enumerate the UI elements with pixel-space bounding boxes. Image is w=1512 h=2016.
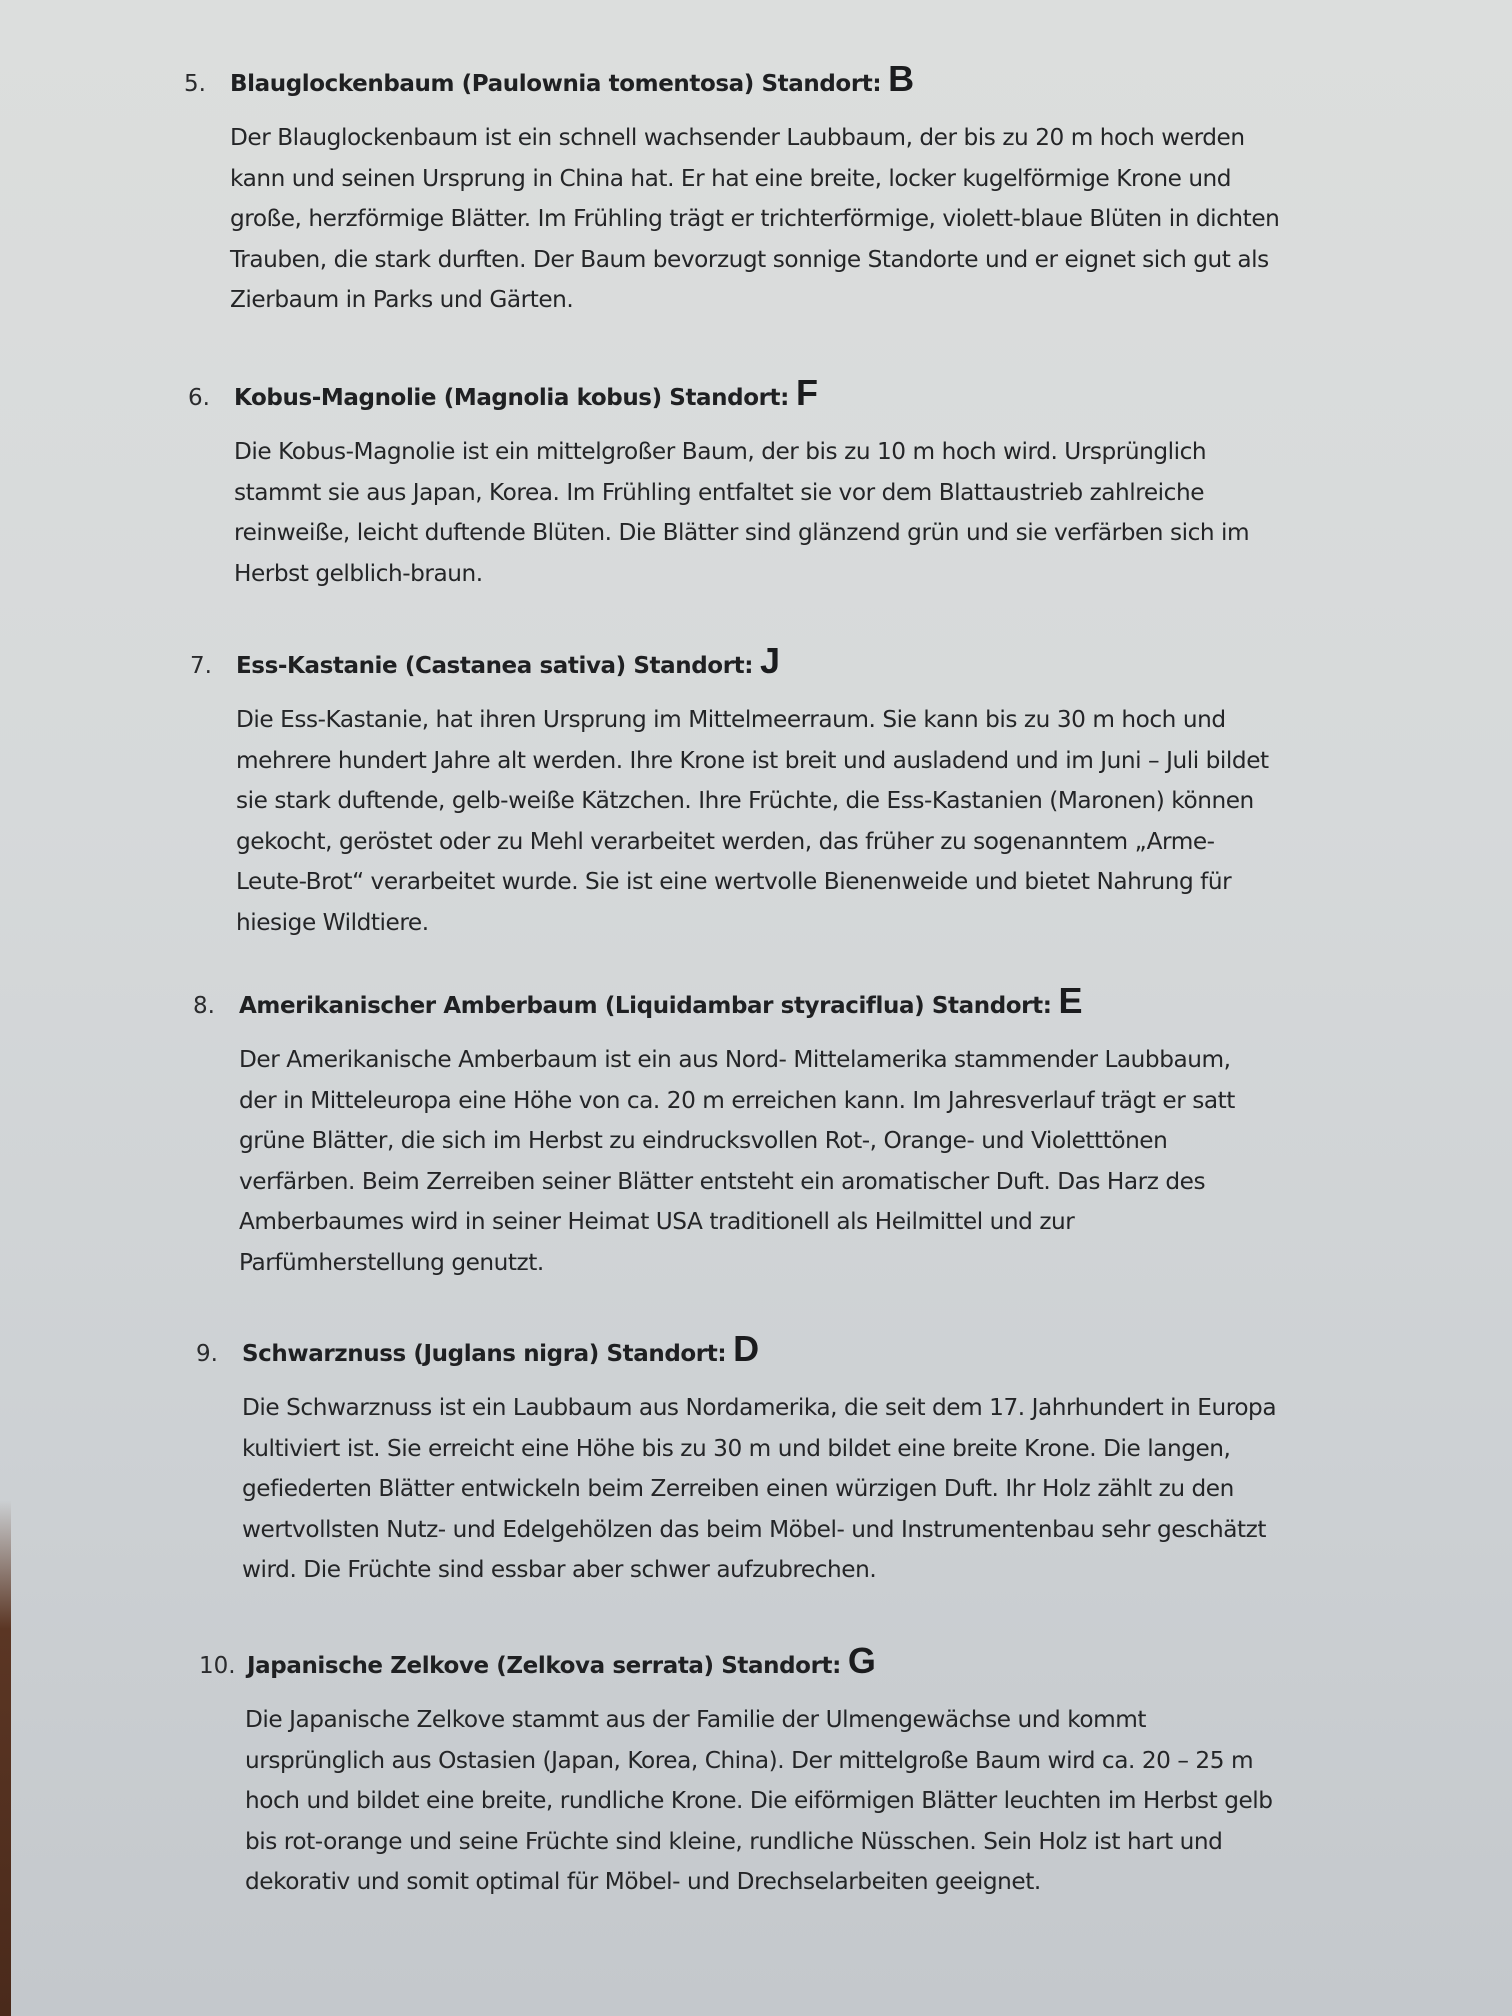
entry-title: Kobus-Magnolie (Magnolia kobus) Standort: <box>234 385 789 411</box>
description-line: stammt sie aus Japan, Korea. Im Frühling entfaltet sie vor dem Blattaustrieb zahlreiche <box>234 478 1205 506</box>
entry-description <box>230 118 1414 321</box>
description-line: Leute-Brot“ verarbeitet wurde. Sie ist eine wertvolle Bienenweide und bietet Nahrung für <box>236 868 1232 895</box>
entry-number: 5. <box>184 71 206 97</box>
description-line: hiesige Wildtiere. <box>236 908 429 936</box>
entry-number: 6. <box>188 385 210 411</box>
entry-title: Japanische Zelkove (Zelkova serrata) Standort: <box>247 1653 841 1679</box>
description-line: Der Blauglockenbaum ist ein schnell wachsender Laubbaum, der bis zu 20 m hoch werden <box>230 124 1245 151</box>
entry-number: 7. <box>190 653 212 679</box>
description-line: bis rot-orange und seine Früchte sind kleine, rundliche Nüsschen. Sein Holz ist hart und <box>245 1827 1223 1855</box>
description-line: wertvollsten Nutz- und Edelgehölzen das beim Möbel- und Instrumentenbau sehr geschätzt <box>242 1515 1267 1543</box>
description-line: sie stark duftende, gelb-weiße Kätzchen. Ihre Früchte, die Ess-Kastanien (Maronen) können <box>236 787 1254 814</box>
tree-entry <box>188 372 1418 594</box>
tree-entry <box>193 980 1423 1283</box>
description-line: kultiviert ist. Sie erreicht eine Höhe bis zu 30 m und bildet eine breite Krone. Die langen, <box>242 1434 1231 1462</box>
description-line: Die Kobus-Magnolie ist ein mittelgroßer Baum, der bis zu 10 m hoch wird. Ursprünglich <box>234 438 1207 465</box>
description-line: gekocht, geröstet oder zu Mehl verarbeitet werden, das früher zu sogenanntem „Arme- <box>236 827 1215 855</box>
location-letter: B <box>888 58 915 99</box>
description-line: mehrere hundert Jahre alt werden. Ihre Krone ist breit und ausladend und im Juni – Juli bildet <box>236 746 1269 774</box>
entry-header <box>188 372 1418 422</box>
description-line: grüne Blätter, die sich im Herbst zu eindrucksvollen Rot-, Orange- und Violetttönen <box>239 1127 1168 1154</box>
entry-number: 9. <box>196 1341 218 1367</box>
entry-title: Blauglockenbaum (Paulownia tomentosa) Standort: <box>230 71 882 97</box>
description-line: Amberbaumes wird in seiner Heimat USA traditionell als Heilmittel und zur <box>239 1208 1075 1235</box>
tree-entry <box>184 58 1414 321</box>
location-letter: D <box>733 1328 760 1369</box>
entry-description <box>242 1388 1426 1591</box>
entry-title: Ess-Kastanie (Castanea sativa) Standort: <box>236 653 754 679</box>
location-letter: E <box>1058 980 1083 1021</box>
entry-description <box>245 1700 1429 1903</box>
entry-description <box>236 700 1420 943</box>
entry-number: 10. <box>199 1653 236 1679</box>
location-letter: F <box>795 372 818 413</box>
entry-title: Amerikanischer Amberbaum (Liquidambar styraciflua) Standort: <box>239 993 1052 1019</box>
location-letter: J <box>760 640 781 681</box>
entry-header <box>193 980 1423 1030</box>
entry-title: Schwarznuss (Juglans nigra) Standort: <box>242 1341 727 1367</box>
tree-entry <box>190 640 1420 943</box>
description-line: verfärben. Beim Zerreiben seiner Blätter entsteht ein aromatischer Duft. Das Harz des <box>239 1167 1206 1195</box>
description-line: ursprünglich aus Ostasien (Japan, Korea, China). Der mittelgroße Baum wird ca. 20 – 25 m <box>245 1746 1254 1774</box>
description-line: Die Schwarznuss ist ein Laubbaum aus Nordamerika, die seit dem 17. Jahrhundert in Europa <box>242 1394 1277 1421</box>
description-line: Zierbaum in Parks und Gärten. <box>230 286 574 313</box>
entry-description <box>234 432 1418 594</box>
entry-header <box>184 58 1414 108</box>
location-letter: G <box>847 1640 876 1681</box>
description-line: reinweiße, leicht duftende Blüten. Die Blätter sind glänzend grün und sie verfärben sich im <box>234 519 1250 546</box>
tree-entry <box>196 1328 1426 1591</box>
description-line: Der Amerikanische Amberbaum ist ein aus Nord- Mittelamerika stammender Laubbaum, <box>239 1046 1231 1073</box>
tree-entry <box>199 1640 1429 1903</box>
description-line: Parfümherstellung genutzt. <box>239 1248 544 1276</box>
entry-header <box>199 1640 1429 1690</box>
table-edge <box>0 1500 11 2016</box>
description-line: gefiederten Blätter entwickeln beim Zerreiben einen würzigen Duft. Ihr Holz zählt zu den <box>242 1475 1234 1502</box>
description-line: Die Ess-Kastanie, hat ihren Ursprung im Mittelmeerraum. Sie kann bis zu 30 m hoch und <box>236 706 1226 733</box>
description-line: hoch und bildet eine breite, rundliche Krone. Die eiförmigen Blätter leuchten im Herbst gelb <box>245 1787 1273 1814</box>
description-line: dekorativ und somit optimal für Möbel- und Drechselarbeiten geeignet. <box>245 1868 1041 1895</box>
description-line: Die Japanische Zelkove stammt aus der Familie der Ulmengewächse und kommt <box>245 1706 1147 1733</box>
description-line: der in Mitteleuropa eine Höhe von ca. 20 m erreichen kann. Im Jahresverlauf trägt er satt <box>239 1086 1235 1114</box>
entry-header <box>196 1328 1426 1378</box>
description-line: Trauben, die stark durften. Der Baum bevorzugt sonnige Standorte und er eignet sich gut als <box>230 245 1269 273</box>
entry-header <box>190 640 1420 690</box>
entry-number: 8. <box>193 993 215 1019</box>
description-line: kann und seinen Ursprung in China hat. Er hat eine breite, locker kugelförmige Krone und <box>230 164 1232 192</box>
description-line: große, herzförmige Blätter. Im Frühling trägt er trichterförmige, violett-blaue Blüten in dichten <box>230 205 1280 232</box>
description-line: wird. Die Früchte sind essbar aber schwer aufzubrechen. <box>242 1556 877 1583</box>
entry-description <box>239 1040 1423 1283</box>
description-line: Herbst gelblich-braun. <box>234 559 483 587</box>
